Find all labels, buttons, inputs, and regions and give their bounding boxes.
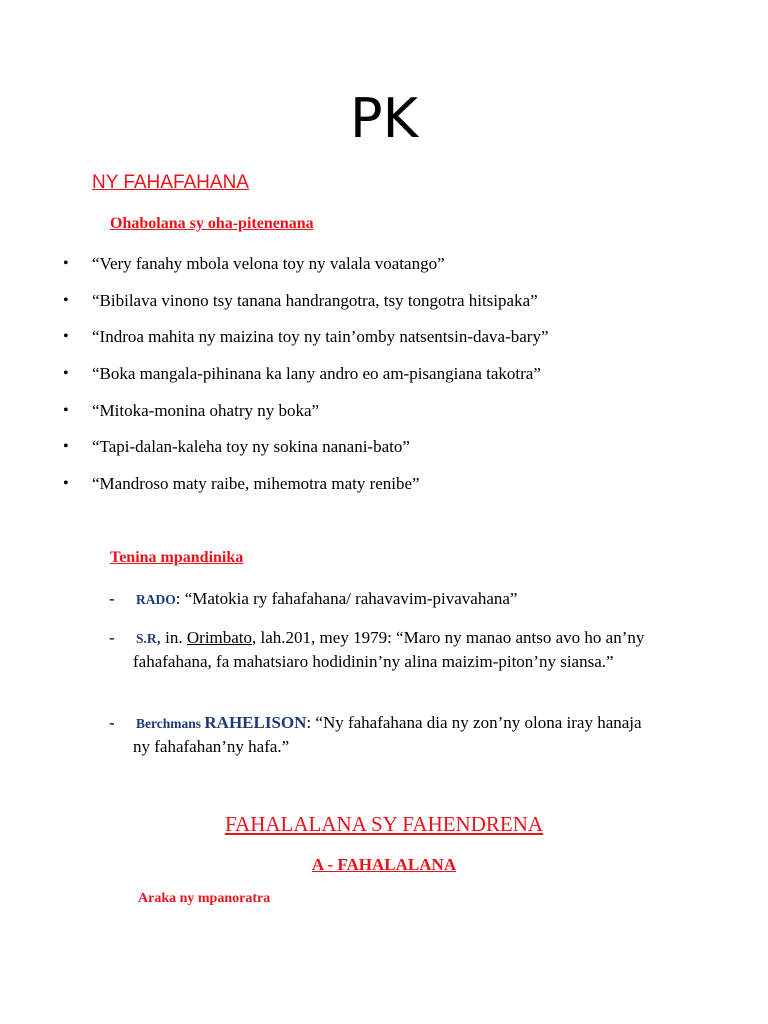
quote-prefix: , in. bbox=[156, 628, 187, 647]
proverb-text: “Mandroso maty raibe, mihemotra maty renibe” bbox=[92, 474, 420, 494]
bullet-icon: • bbox=[63, 255, 69, 272]
dash-marker: - bbox=[109, 628, 115, 647]
proverb-text: “Bibilava vinono tsy tanana handrangotra, tsy tongotra hitsipaka” bbox=[92, 290, 538, 310]
bullet-icon: • bbox=[63, 438, 69, 456]
quote-text: , lah.201, mey 1979: “Maro ny manao antso avo ho an’ny fahafahana, fa mahatsiaro hodidinin’ny alina maizim-piton’ny siansa.” bbox=[133, 628, 645, 671]
proverb-text: “Very fanahy mbola velona toy ny valala voatango” bbox=[92, 254, 445, 273]
list-item bbox=[0, 290, 768, 327]
quote-source: Orimbato bbox=[186, 628, 253, 647]
document-title: PK bbox=[350, 87, 418, 150]
proverb-text: “Indroa mahita ny maizina toy ny tain’omby natsentsin-dava-bary” bbox=[92, 327, 549, 347]
proverb-text: “Tapi-dalan-kaleha toy ny sokina nanani-bato” bbox=[92, 437, 410, 457]
quote-item bbox=[0, 587, 768, 611]
list-item bbox=[0, 400, 768, 437]
bullet-icon: • bbox=[63, 328, 69, 346]
minor-heading: Araka ny mpanoratra bbox=[138, 891, 271, 906]
dash-marker: - bbox=[109, 589, 115, 608]
quote-author: S.R bbox=[136, 631, 157, 646]
proverb-text: “Boka mangala-pihinana ka lany andro eo am-pisangiana takotra” bbox=[92, 364, 541, 384]
list-item bbox=[0, 326, 768, 363]
quote-item bbox=[0, 711, 768, 759]
sub-heading: A - FAHALALANA bbox=[311, 855, 457, 874]
quote-body bbox=[136, 587, 656, 611]
proverb-list bbox=[0, 253, 768, 510]
main-heading: FAHALALANA SY FAHENDRENA bbox=[224, 812, 544, 836]
quote-body bbox=[133, 711, 653, 758]
list-item bbox=[0, 253, 768, 290]
quote-text: : “Matokia ry fahafahana/ rahavavim-pivavahana” bbox=[175, 589, 518, 608]
bullet-icon: • bbox=[63, 291, 69, 309]
bullet-icon: • bbox=[63, 475, 69, 493]
bullet-icon: • bbox=[63, 365, 69, 383]
list-item bbox=[0, 473, 768, 510]
writers-heading: Tenina mpandinika bbox=[110, 549, 244, 566]
list-item bbox=[0, 436, 768, 473]
quote-author-last: RAHELISON bbox=[204, 713, 307, 732]
list-item bbox=[0, 363, 768, 400]
quote-item bbox=[0, 626, 768, 696]
quote-body bbox=[133, 626, 653, 673]
section-heading: NY FAHAFAHANA bbox=[92, 172, 249, 193]
dash-marker: - bbox=[109, 713, 115, 732]
proverb-text: “Mitoka-monina ohatry ny boka” bbox=[92, 400, 320, 420]
quote-author-first: Berchmans bbox=[136, 716, 205, 731]
quote-text: : “Ny fahafahana dia ny zon’ny olona iray hanaja ny fahafahan’ny hafa.” bbox=[133, 713, 642, 756]
proverbs-heading: Ohabolana sy oha-pitenenana bbox=[110, 215, 314, 232]
bullet-icon: • bbox=[63, 401, 69, 419]
quote-author: RADO bbox=[136, 592, 176, 607]
